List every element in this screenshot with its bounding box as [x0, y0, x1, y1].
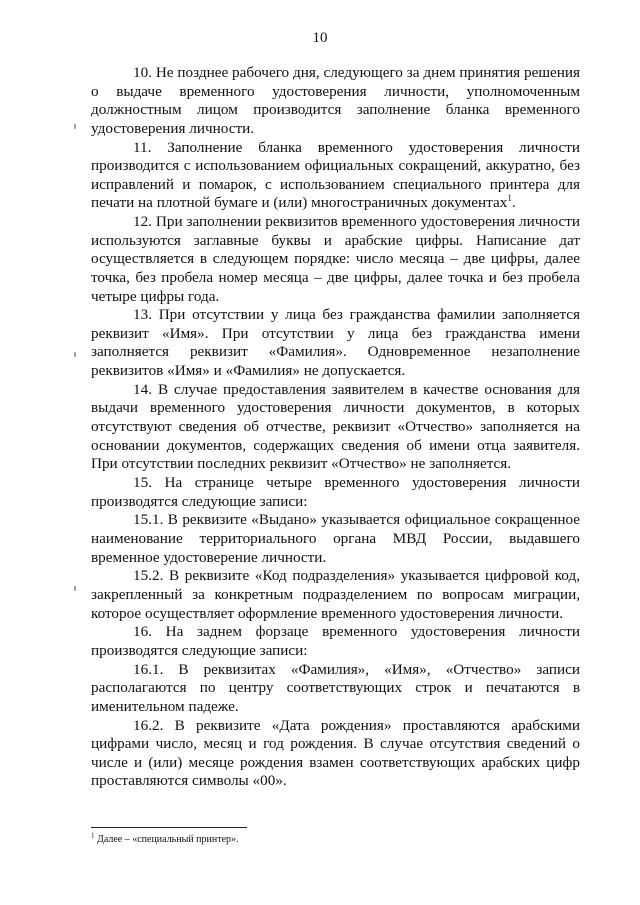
paragraph-11-text: 11. Заполнение бланка временного удостоверения личности производится с использованием официальных сокращений, аккуратно, без исправлений и помарок, с использованием специального принтера для печати на плотной бумаге и (или) многостраничных документах — [91, 138, 580, 212]
scan-artifact — [74, 124, 76, 129]
paragraph-13: 13. При отсутствии у лица без гражданства фамилии заполняется реквизит «Имя». При отсутствии у лица без гражданства имени заполняется реквизит «Фамилия». Одновременное незаполнение реквизитов «Имя» и «Фамилия» не допускается. — [91, 306, 580, 380]
body-text — [91, 64, 580, 791]
footnote-separator — [91, 827, 247, 828]
paragraph-11-end: . — [511, 194, 516, 212]
scan-artifact — [74, 352, 76, 357]
page-number: 10 — [312, 30, 328, 46]
paragraph-10: 10. Не позднее рабочего дня, следующего за днем принятия решения о выдаче временного удостоверения личности, уполномоченным должностным лицом производится заполнение бланка временного удостоверения личности. — [91, 64, 580, 137]
paragraph-14: 14. В случае предоставления заявителем в качестве основания для выдачи временного удостоверения личности документов, в которых отсутствуют сведения об отчестве, реквизит «Отчество» заполняется на основании документов, содержащих сведения об имени отца заявителя. При отсутствии последних реквизит «Отчество» не заполняется. — [91, 380, 580, 473]
paragraph-15-1: 15.1. В реквизите «Выдано» указывается официальное сокращенное наименование территориального органа МВД России, выдавшего временное удостоверение личности. — [91, 511, 580, 566]
scan-artifact — [74, 586, 76, 591]
footnote — [91, 833, 580, 846]
paragraph-16-1: 16.1. В реквизитах «Фамилия», «Имя», «Отчество» записи располагаются по центру соответствующих строк и печатаются в именительном падеже. — [91, 660, 580, 715]
paragraph-15: 15. На странице четыре временного удостоверения личности производятся следующие записи: — [91, 474, 580, 510]
footnote-reference: 1 — [507, 193, 512, 204]
footnote-text: Далее – «специальный принтер». — [94, 834, 239, 845]
paragraph-12: 12. При заполнении реквизитов временного удостоверения личности используются заглавные буквы и арабские цифры. Написание дат осуществляется в следующем порядке: число месяца – две цифры, далее точка, без пробела номер месяца – две цифры, далее точка и без пробела четыре цифры года. — [91, 213, 580, 305]
paragraph-16-2: 16.2. В реквизите «Дата рождения» проставляются арабскими цифрами число, месяц и год рождения. В случае отсутствия сведений о числе и (или) месяце рождения взамен соответствующих арабских цифр проставляются символы «00». — [91, 716, 580, 790]
paragraph-11 — [91, 139, 580, 213]
paragraph-15-2: 15.2. В реквизите «Код подразделения» указывается цифровой код, закрепленный за конкретным подразделением по вопросам миграции, которое осуществляет оформление временного удостоверения личности. — [91, 567, 580, 622]
footnote-marker: 1 — [91, 831, 95, 840]
paragraph-16: 16. На заднем форзаце временного удостоверения личности производятся следующие записи: — [91, 623, 580, 659]
